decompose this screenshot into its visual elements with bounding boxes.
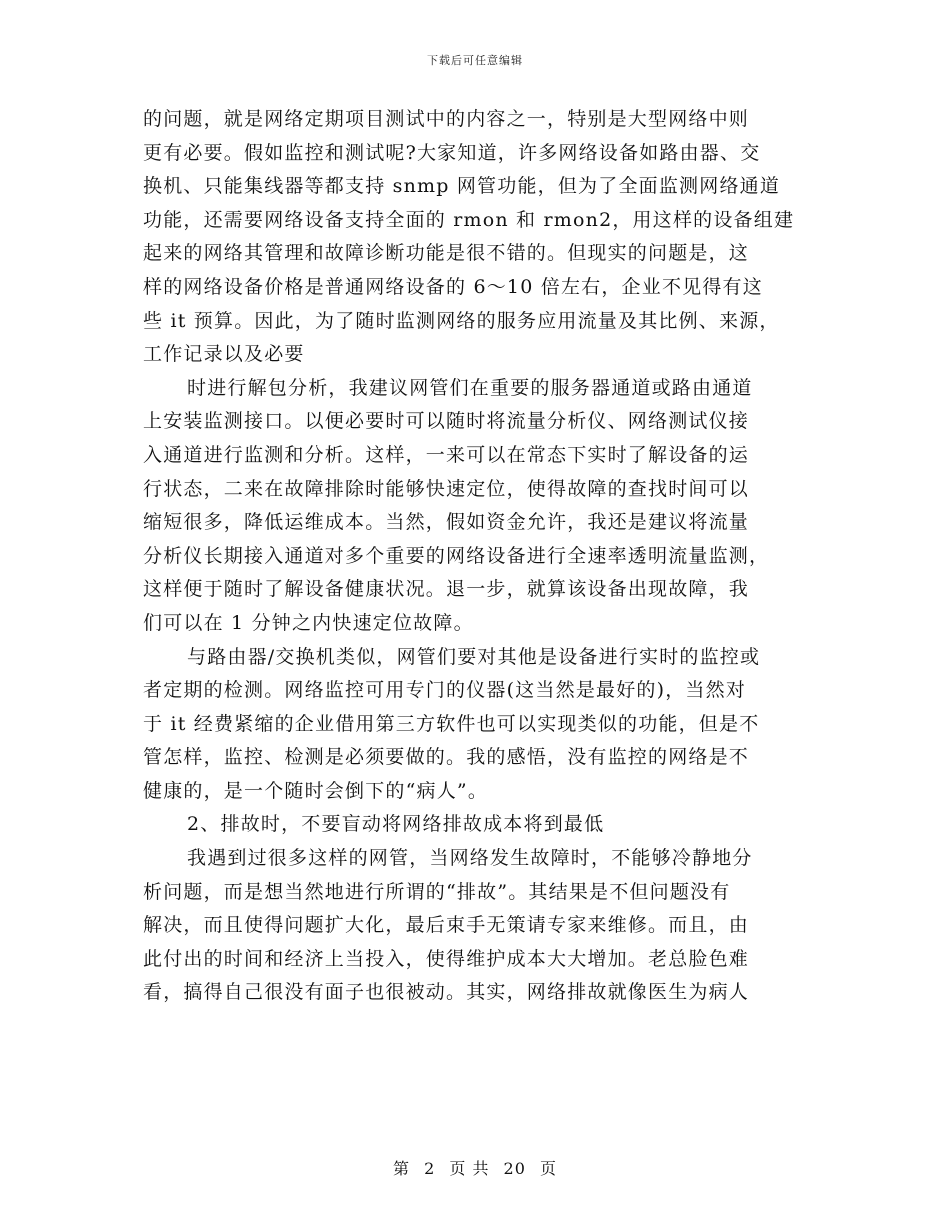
footer-suffix: 页: [540, 1159, 558, 1178]
document-body: [143, 103, 808, 1010]
text-line: 于 it 经费紧缩的企业借用第三方软件也可以实现类似的功能，但是不: [143, 712, 760, 735]
footer-middle: 页 共: [449, 1159, 490, 1178]
text-line: 入通道进行监测和分析。这样，一来可以在常态下实时了解设备的运: [143, 443, 750, 466]
text-line: 上安装监测接口。以便必要时可以随时将流量分析仪、网络测试仪接: [143, 410, 750, 433]
text-line: 的问题，就是网络定期项目测试中的内容之一，特别是大型网络中则: [143, 108, 750, 130]
text-line: 这样便于随时了解设备健康状况。退一步，就算该设备出现故障，我: [143, 578, 750, 601]
text-line: 些 it 预算。因此，为了随时监测网络的服务应用流量及其比例、来源，: [143, 309, 780, 332]
text-line: 工作记录以及必要: [143, 343, 305, 366]
text-line: 我遇到过很多这样的网管，当网络发生故障时，不能够冷静地分: [187, 847, 753, 870]
text-line: 们可以在 1 分钟之内快速定位故障。: [143, 611, 474, 634]
text-line: 时进行解包分析，我建议网管们在重要的服务器通道或路由通道: [187, 376, 753, 399]
text-line: 管怎样，监控、检测是必须要做的。我的感悟，没有监控的网络是不: [143, 746, 750, 769]
paragraph: [143, 103, 808, 372]
text-line: 行状态，二来在故障排除时能够快速定位，使得故障的查找时间可以: [143, 477, 750, 500]
text-line: 分析仪长期接入通道对多个重要的网络设备进行全速率透明流量监测，: [143, 544, 770, 567]
total-pages: 20: [503, 1159, 526, 1178]
text-line: 起来的网络其管理和故障诊断功能是很不错的。但现实的问题是，这: [143, 242, 750, 265]
text-line: 缩短很多，降低运维成本。当然，假如资金允许，我还是建议将流量: [143, 511, 750, 534]
paragraph: [143, 372, 808, 641]
page-number: 2: [424, 1159, 436, 1178]
section-heading: [143, 808, 808, 842]
footer-prefix: 第: [392, 1159, 410, 1178]
text-line: 换机、只能集线器等都支持 snmp 网管功能，但为了全面监测网络通道: [143, 175, 781, 198]
text-line: 功能，还需要网络设备支持全面的 rmon 和 rmon2，用这样的设备组建: [143, 208, 795, 231]
text-line: 2、排故时，不要盲动将网络排故成本将到最低: [187, 813, 605, 836]
text-line: 健康的，是一个随时会倒下的“病人”。: [143, 779, 489, 802]
text-line: 者定期的检测。网络监控可用专门的仪器(这当然是最好的)，当然对: [143, 679, 747, 702]
text-line: 与路由器/交换机类似，网管们要对其他是设备进行实时的监控或: [187, 645, 761, 668]
text-line: 更有必要。假如监控和测试呢?大家知道，许多网络设备如路由器、交: [143, 141, 761, 164]
text-line: 此付出的时间和经济上当投入，使得维护成本大大增加。老总脸色难: [143, 947, 750, 970]
text-line: 解决，而且使得问题扩大化，最后束手无策请专家来维修。而且，由: [143, 914, 750, 937]
text-line: 样的网络设备价格是普通网络设备的 6～10 倍左右，企业不见得有这: [143, 275, 763, 298]
paragraph: [143, 641, 808, 809]
page-header: 下载后可任意编辑: [427, 54, 523, 67]
paragraph: [143, 842, 808, 1010]
text-line: 看，搞得自己很没有面子也很被动。其实，网络排故就像医生为病人: [143, 981, 750, 1004]
text-line: 析问题，而是想当然地进行所谓的“排故”。其结果是不但问题没有: [143, 880, 731, 903]
page-footer: [0, 1156, 950, 1179]
